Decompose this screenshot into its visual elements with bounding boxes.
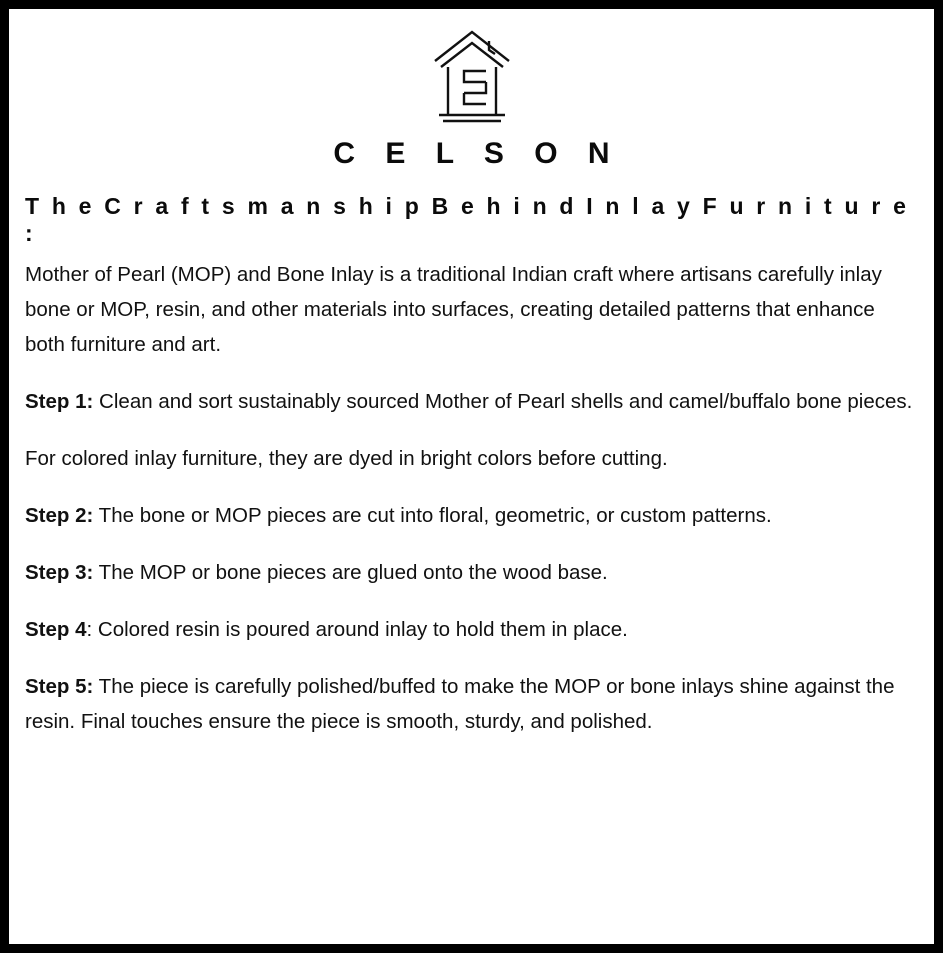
step-label-5: Step 4	[25, 618, 87, 641]
intro-paragraph: Mother of Pearl (MOP) and Bone Inlay is a traditional Indian craft where artisans carefully inlay bone or MOP, resin, and other materials into surfaces, creating detailed patterns that enhance both furniture and art.	[25, 263, 882, 356]
step-paragraph-4	[25, 555, 918, 590]
step-label-3: Step 2:	[25, 504, 94, 527]
brand-header	[25, 23, 918, 171]
article-content	[25, 257, 918, 739]
step-label-6: Step 5:	[25, 675, 94, 698]
step-label-1: Step 1:	[25, 390, 94, 413]
document-body	[9, 9, 934, 944]
house-monogram-logo-icon	[429, 27, 515, 123]
step-text-6: The piece is carefully polished/buffed to make the MOP or bone inlays shine against the resin. Final touches ensure the piece is smooth, sturdy, and polished.	[25, 675, 895, 733]
step-paragraph-2	[25, 441, 918, 476]
brand-name: C E L S O N	[333, 137, 621, 170]
step-paragraph-1	[25, 384, 918, 419]
step-text-3: The bone or MOP pieces are cut into floral, geometric, or custom patterns.	[93, 504, 772, 527]
step-text-4: The MOP or bone pieces are glued onto the wood base.	[93, 561, 608, 584]
step-label-4: Step 3:	[25, 561, 94, 584]
page-title: T h e C r a f t s m a n s h i p B e h i n d I n l a y F u r n i t u r e :	[25, 193, 910, 246]
step-text-5: : Colored resin is poured around inlay to hold them in place.	[86, 618, 628, 641]
step-paragraph-5	[25, 612, 918, 647]
step-paragraph-3	[25, 498, 918, 533]
step-text-2: For colored inlay furniture, they are dyed in bright colors before cutting.	[25, 447, 668, 470]
step-paragraph-6	[25, 669, 918, 739]
step-text-1: Clean and sort sustainably sourced Mother of Pearl shells and camel/buffalo bone pieces.	[93, 390, 913, 413]
